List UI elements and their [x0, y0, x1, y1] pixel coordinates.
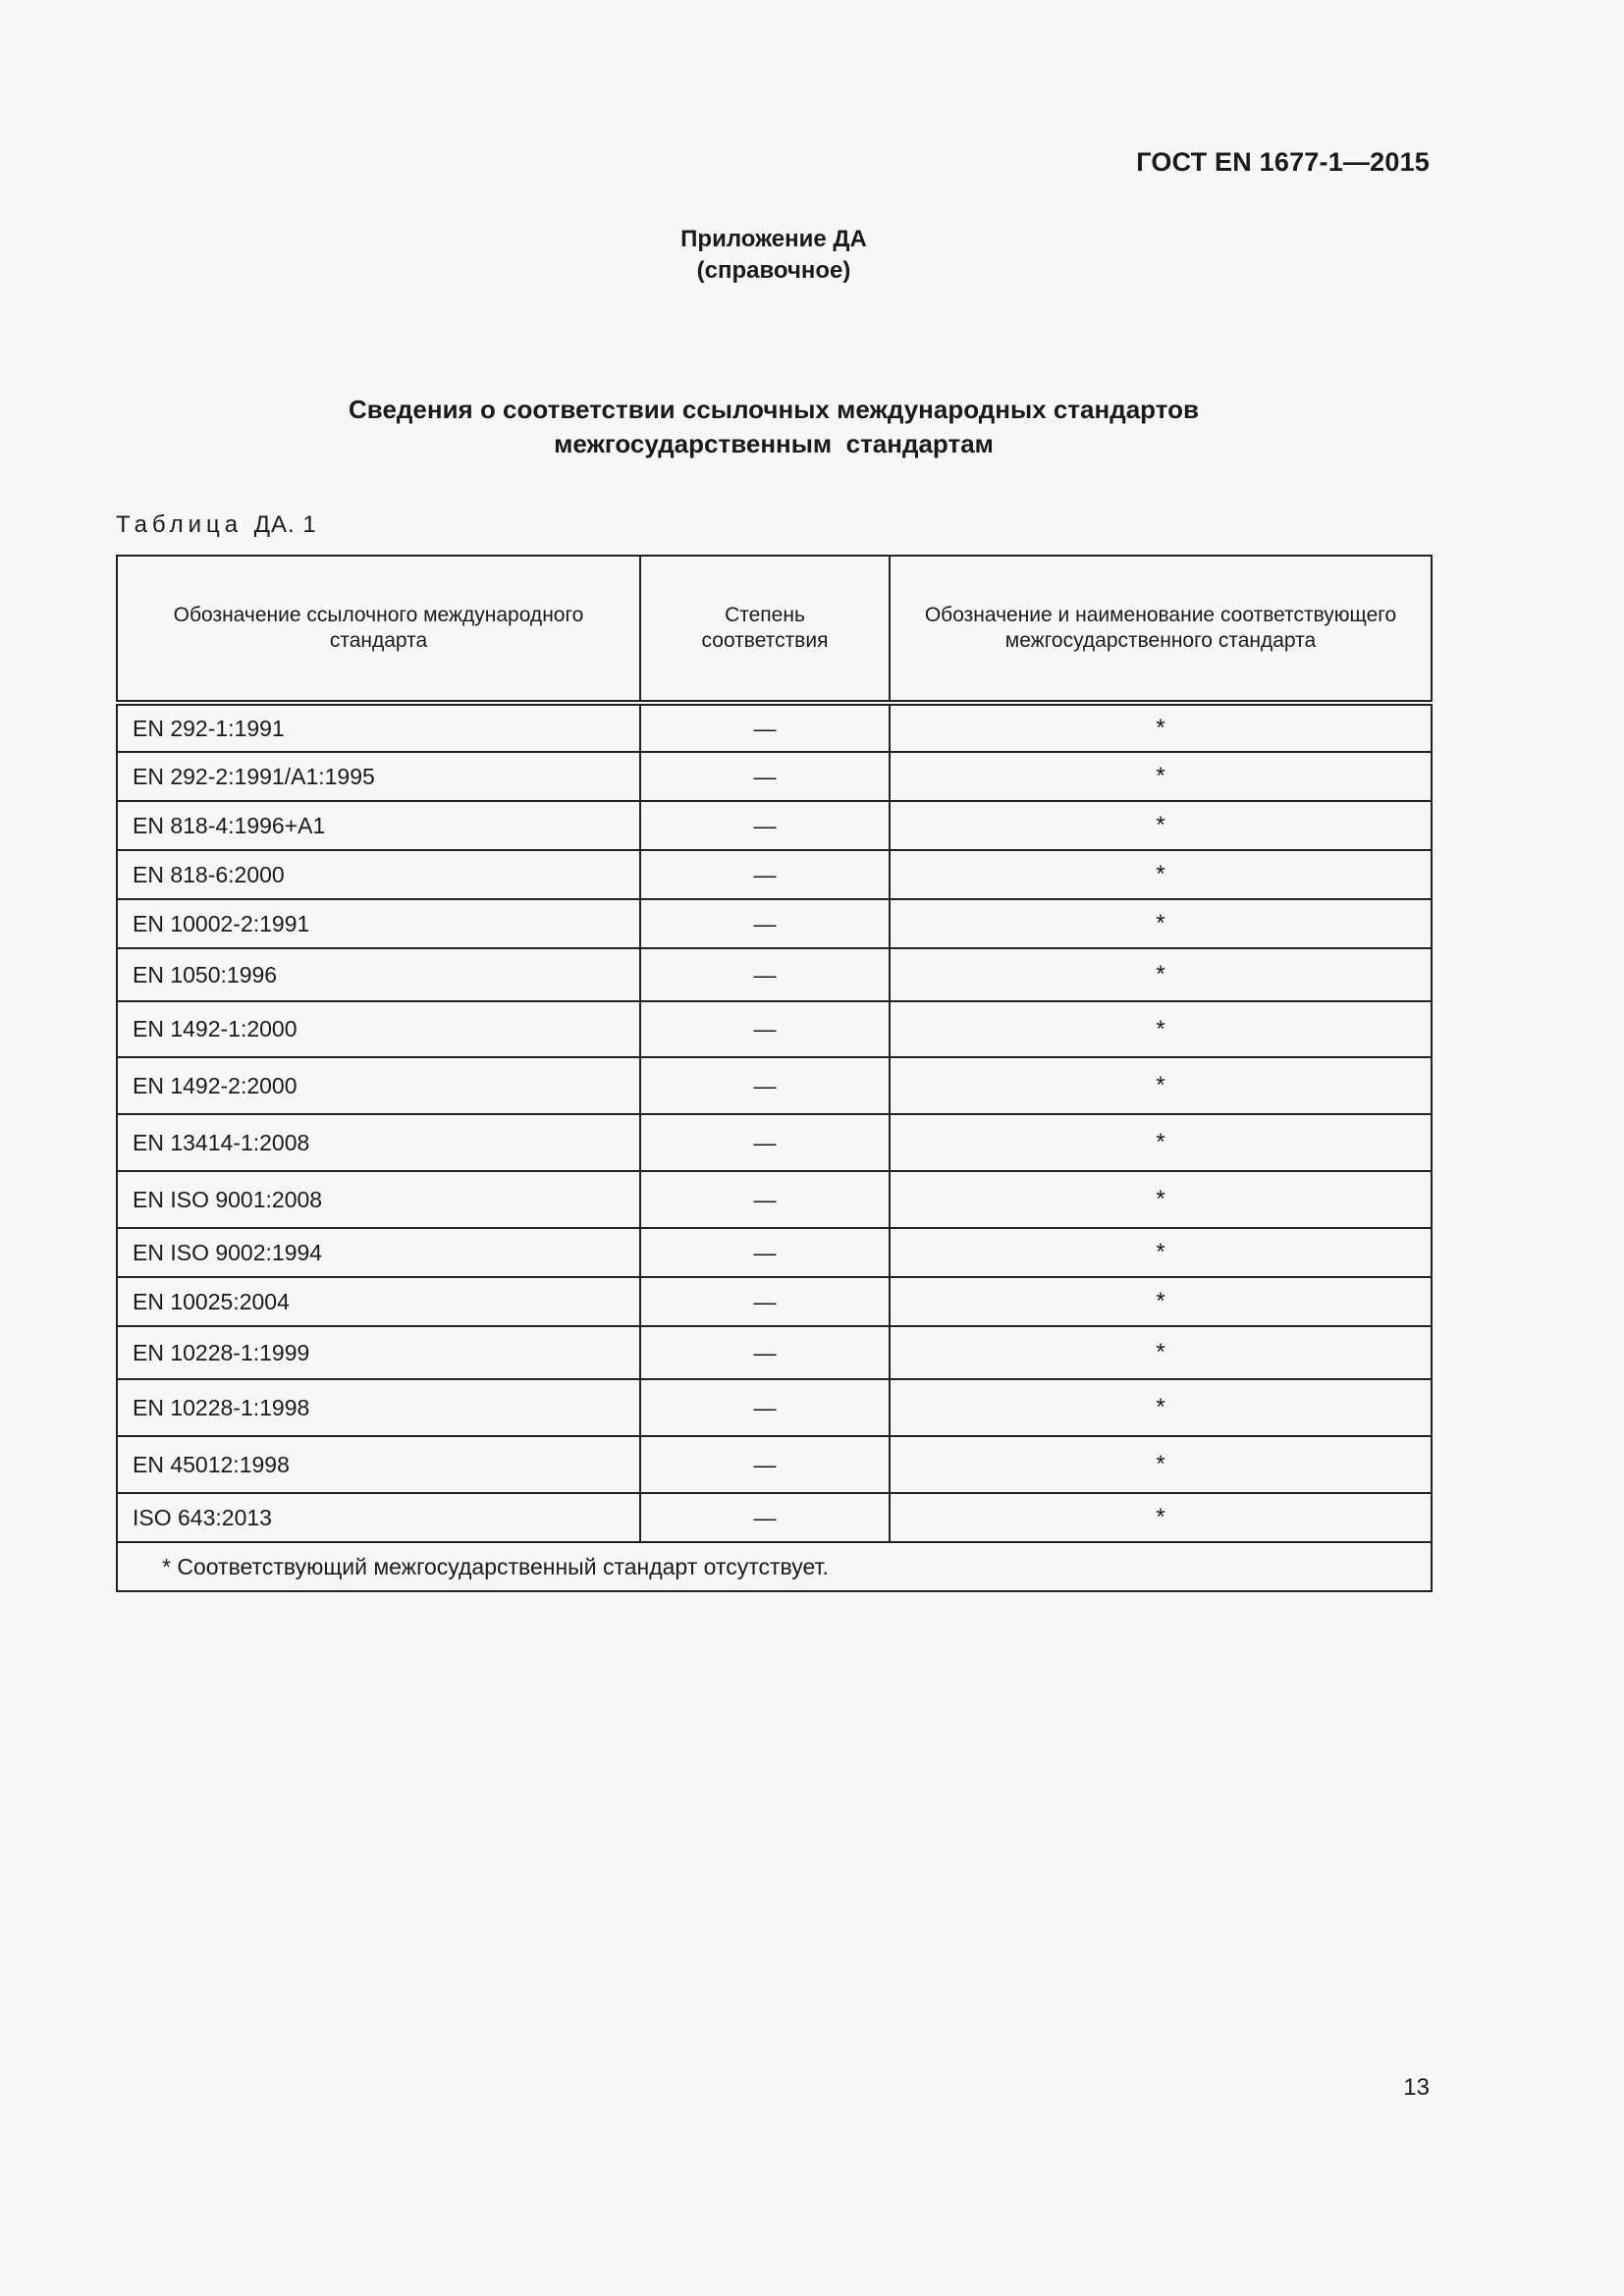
table-row — [117, 1114, 1432, 1171]
degree-cell: — — [640, 1171, 890, 1228]
standard-code-cell: EN 45012:1998 — [117, 1436, 640, 1493]
table-row — [117, 1001, 1432, 1057]
standard-code-cell: EN 13414-1:2008 — [117, 1114, 640, 1171]
standard-code-cell: EN 10002-2:1991 — [117, 899, 640, 948]
table-row — [117, 703, 1432, 752]
standard-code-cell: EN 1492-2:2000 — [117, 1057, 640, 1114]
interstate-standard-cell: * — [890, 1114, 1432, 1171]
table-label-word: Таблица — [116, 511, 244, 538]
table-row — [117, 1379, 1432, 1436]
section-heading — [0, 393, 1547, 461]
table-row — [117, 1326, 1432, 1379]
appendix-title-block — [0, 224, 1547, 287]
interstate-standard-cell: * — [890, 948, 1432, 1001]
column-header-interstate-standard: Обозначение и наименование соответствующего межгосударственного стандарта — [890, 556, 1432, 703]
degree-cell: — — [640, 801, 890, 850]
standard-code-cell: EN 10228-1:1998 — [117, 1379, 640, 1436]
degree-cell: — — [640, 899, 890, 948]
table-footnote: * Соответствующий межгосударственный стандарт отсутствует. — [117, 1542, 1432, 1591]
degree-cell: — — [640, 1001, 890, 1057]
standard-code-cell: EN ISO 9002:1994 — [117, 1228, 640, 1277]
standard-code-cell: EN 10228-1:1999 — [117, 1326, 640, 1379]
column-header-degree: Степень соответствия — [640, 556, 890, 703]
interstate-standard-cell: * — [890, 1379, 1432, 1436]
degree-cell: — — [640, 948, 890, 1001]
appendix-title: Приложение ДА — [680, 226, 867, 252]
table-label-number: ДА. 1 — [253, 511, 317, 538]
degree-cell: — — [640, 1114, 890, 1171]
standards-table — [116, 555, 1433, 1592]
table-row — [117, 1277, 1432, 1326]
interstate-standard-cell: * — [890, 801, 1432, 850]
degree-cell: — — [640, 1379, 890, 1436]
standard-code-cell: EN 1492-1:2000 — [117, 1001, 640, 1057]
standard-code-cell: EN 818-4:1996+A1 — [117, 801, 640, 850]
table-row — [117, 1493, 1432, 1542]
column-header-designation: Обозначение ссылочного международного стандарта — [117, 556, 640, 703]
interstate-standard-cell: * — [890, 1326, 1432, 1379]
degree-cell: — — [640, 752, 890, 801]
interstate-standard-cell: * — [890, 850, 1432, 899]
standard-code-cell: EN 292-2:1991/A1:1995 — [117, 752, 640, 801]
table-header-row — [117, 556, 1432, 703]
table-row — [117, 948, 1432, 1001]
table-label — [116, 511, 317, 539]
interstate-standard-cell: * — [890, 1436, 1432, 1493]
degree-cell: — — [640, 1277, 890, 1326]
degree-cell: — — [640, 1436, 890, 1493]
standard-code-cell: EN 292-1:1991 — [117, 703, 640, 752]
standard-code-cell: EN 10025:2004 — [117, 1277, 640, 1326]
table-row — [117, 752, 1432, 801]
document-code: ГОСТ EN 1677-1—2015 — [1136, 147, 1430, 177]
degree-cell: — — [640, 1493, 890, 1542]
interstate-standard-cell: * — [890, 1277, 1432, 1326]
appendix-subtitle: (справочное) — [696, 257, 851, 284]
table-row — [117, 1057, 1432, 1114]
interstate-standard-cell: * — [890, 752, 1432, 801]
degree-cell: — — [640, 1057, 890, 1114]
section-heading-line-1: Сведения о соответствии ссылочных международных стандартов — [349, 395, 1199, 424]
standard-code-cell: EN 818-6:2000 — [117, 850, 640, 899]
degree-cell: — — [640, 703, 890, 752]
section-heading-line-2: межгосударственным стандартам — [554, 429, 994, 458]
table-row — [117, 899, 1432, 948]
interstate-standard-cell: * — [890, 899, 1432, 948]
table-row — [117, 1436, 1432, 1493]
interstate-standard-cell: * — [890, 1171, 1432, 1228]
table-row — [117, 850, 1432, 899]
interstate-standard-cell: * — [890, 1493, 1432, 1542]
standard-code-cell: EN 1050:1996 — [117, 948, 640, 1001]
degree-cell: — — [640, 1326, 890, 1379]
standard-code-cell: ISO 643:2013 — [117, 1493, 640, 1542]
interstate-standard-cell: * — [890, 703, 1432, 752]
page-number: 13 — [1403, 2074, 1430, 2101]
degree-cell: — — [640, 850, 890, 899]
interstate-standard-cell: * — [890, 1228, 1432, 1277]
interstate-standard-cell: * — [890, 1057, 1432, 1114]
table-footnote-row — [117, 1542, 1432, 1591]
standard-code-cell: EN ISO 9001:2008 — [117, 1171, 640, 1228]
degree-cell: — — [640, 1228, 890, 1277]
table-row — [117, 1228, 1432, 1277]
interstate-standard-cell: * — [890, 1001, 1432, 1057]
table-row — [117, 1171, 1432, 1228]
table-row — [117, 801, 1432, 850]
